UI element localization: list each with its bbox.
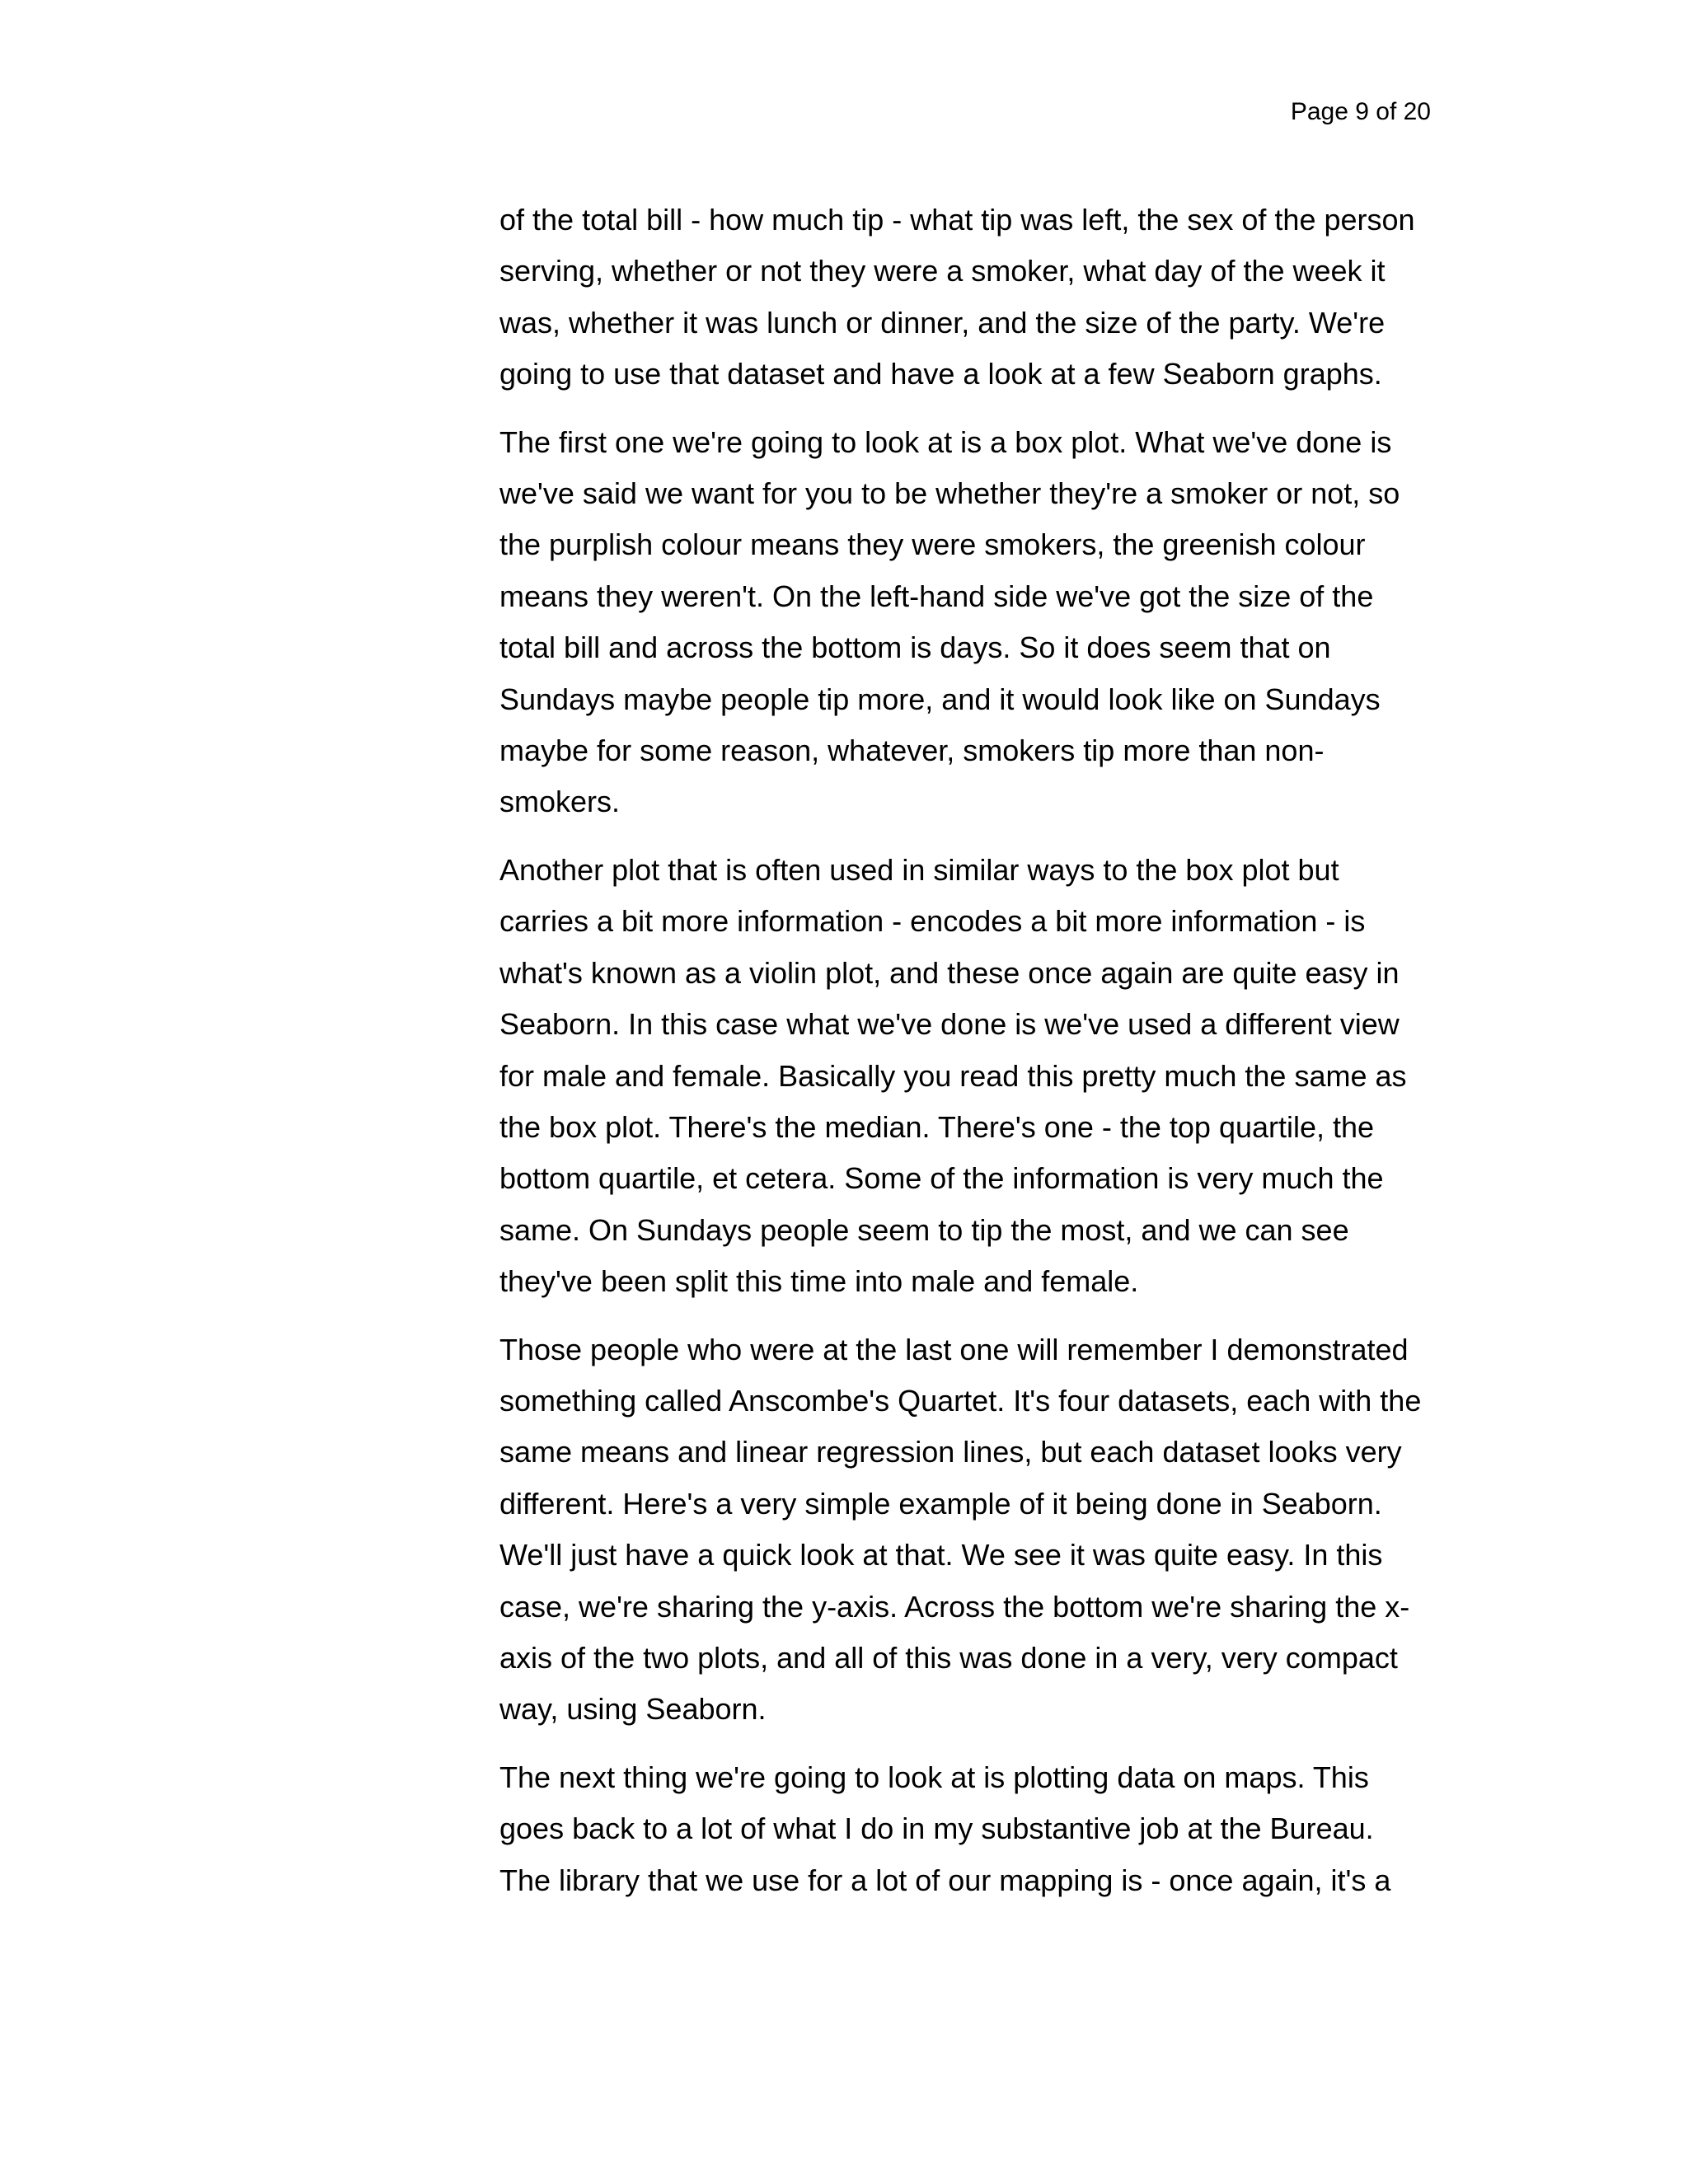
paragraph-1 bbox=[499, 194, 1434, 401]
text-line: Sundays maybe people tip more, and it would look like on Sundays bbox=[499, 682, 1381, 716]
text-line: The next thing we're going to look at is plotting data on maps. This bbox=[499, 1760, 1369, 1794]
text-line: Another plot that is often used in similar ways to the box plot but bbox=[499, 852, 1339, 887]
text-line: maybe for some reason, whatever, smokers tip more than non- bbox=[499, 733, 1325, 768]
text-line: same. On Sundays people seem to tip the most, and we can see bbox=[499, 1212, 1349, 1247]
text-line: they've been split this time into male and female. bbox=[499, 1264, 1139, 1299]
text-line: means they weren't. On the left-hand side we've got the size of the bbox=[499, 579, 1374, 613]
text-line: total bill and across the bottom is days. So it does seem that on bbox=[499, 630, 1331, 665]
text-line: We'll just have a quick look at that. We see it was quite easy. In this bbox=[499, 1538, 1383, 1572]
text-line: Those people who were at the last one will remember I demonstrated bbox=[499, 1332, 1409, 1366]
paragraph-2 bbox=[499, 417, 1434, 828]
text-line: way, using Seaborn. bbox=[499, 1692, 767, 1727]
text-line: same means and linear regression lines, but each dataset looks very bbox=[499, 1435, 1402, 1469]
text-line: different. Here's a very simple example of it being done in Seaborn. bbox=[499, 1486, 1382, 1521]
text-line: the purplish colour means they were smokers, the greenish colour bbox=[499, 527, 1366, 562]
text-line: the box plot. There's the median. There's one - the top quartile, the bbox=[499, 1109, 1375, 1144]
page-number: Page 9 of 20 bbox=[1290, 98, 1431, 125]
text-line: of the total bill - how much tip - what tip was left, the sex of the person bbox=[499, 203, 1415, 237]
text-line: for male and female. Basically you read this pretty much the same as bbox=[499, 1058, 1407, 1093]
text-line: case, we're sharing the y-axis. Across the bottom we're sharing the x- bbox=[499, 1589, 1410, 1624]
text-line: something called Anscombe's Quartet. It's four datasets, each with the bbox=[499, 1383, 1422, 1418]
paragraph-5 bbox=[499, 1752, 1434, 1906]
paragraph-3 bbox=[499, 845, 1434, 1308]
text-line: bottom quartile, et cetera. Some of the information is very much the bbox=[499, 1161, 1384, 1196]
text-line: serving, whether or not they were a smoker, what day of the week it bbox=[499, 254, 1386, 288]
text-line: what's known as a violin plot, and these once again are quite easy in bbox=[499, 955, 1400, 990]
text-line: goes back to a lot of what I do in my substantive job at the Bureau. bbox=[499, 1811, 1374, 1846]
text-line: going to use that dataset and have a look at a few Seaborn graphs. bbox=[499, 357, 1382, 391]
text-line: was, whether it was lunch or dinner, and the size of the party. We're bbox=[499, 305, 1386, 340]
paragraph-4 bbox=[499, 1324, 1434, 1736]
document-body bbox=[499, 194, 1434, 1923]
text-line: carries a bit more information - encodes a bit more information - is bbox=[499, 904, 1366, 939]
text-line: we've said we want for you to be whether they're a smoker or not, so bbox=[499, 476, 1400, 511]
text-line: Seaborn. In this case what we've done is we've used a different view bbox=[499, 1007, 1400, 1042]
text-line: The first one we're going to look at is a box plot. What we've done is bbox=[499, 424, 1392, 459]
text-line: axis of the two plots, and all of this was done in a very, very compact bbox=[499, 1640, 1398, 1675]
text-line: The library that we use for a lot of our mapping is - once again, it's a bbox=[499, 1863, 1391, 1897]
text-line: smokers. bbox=[499, 785, 621, 819]
